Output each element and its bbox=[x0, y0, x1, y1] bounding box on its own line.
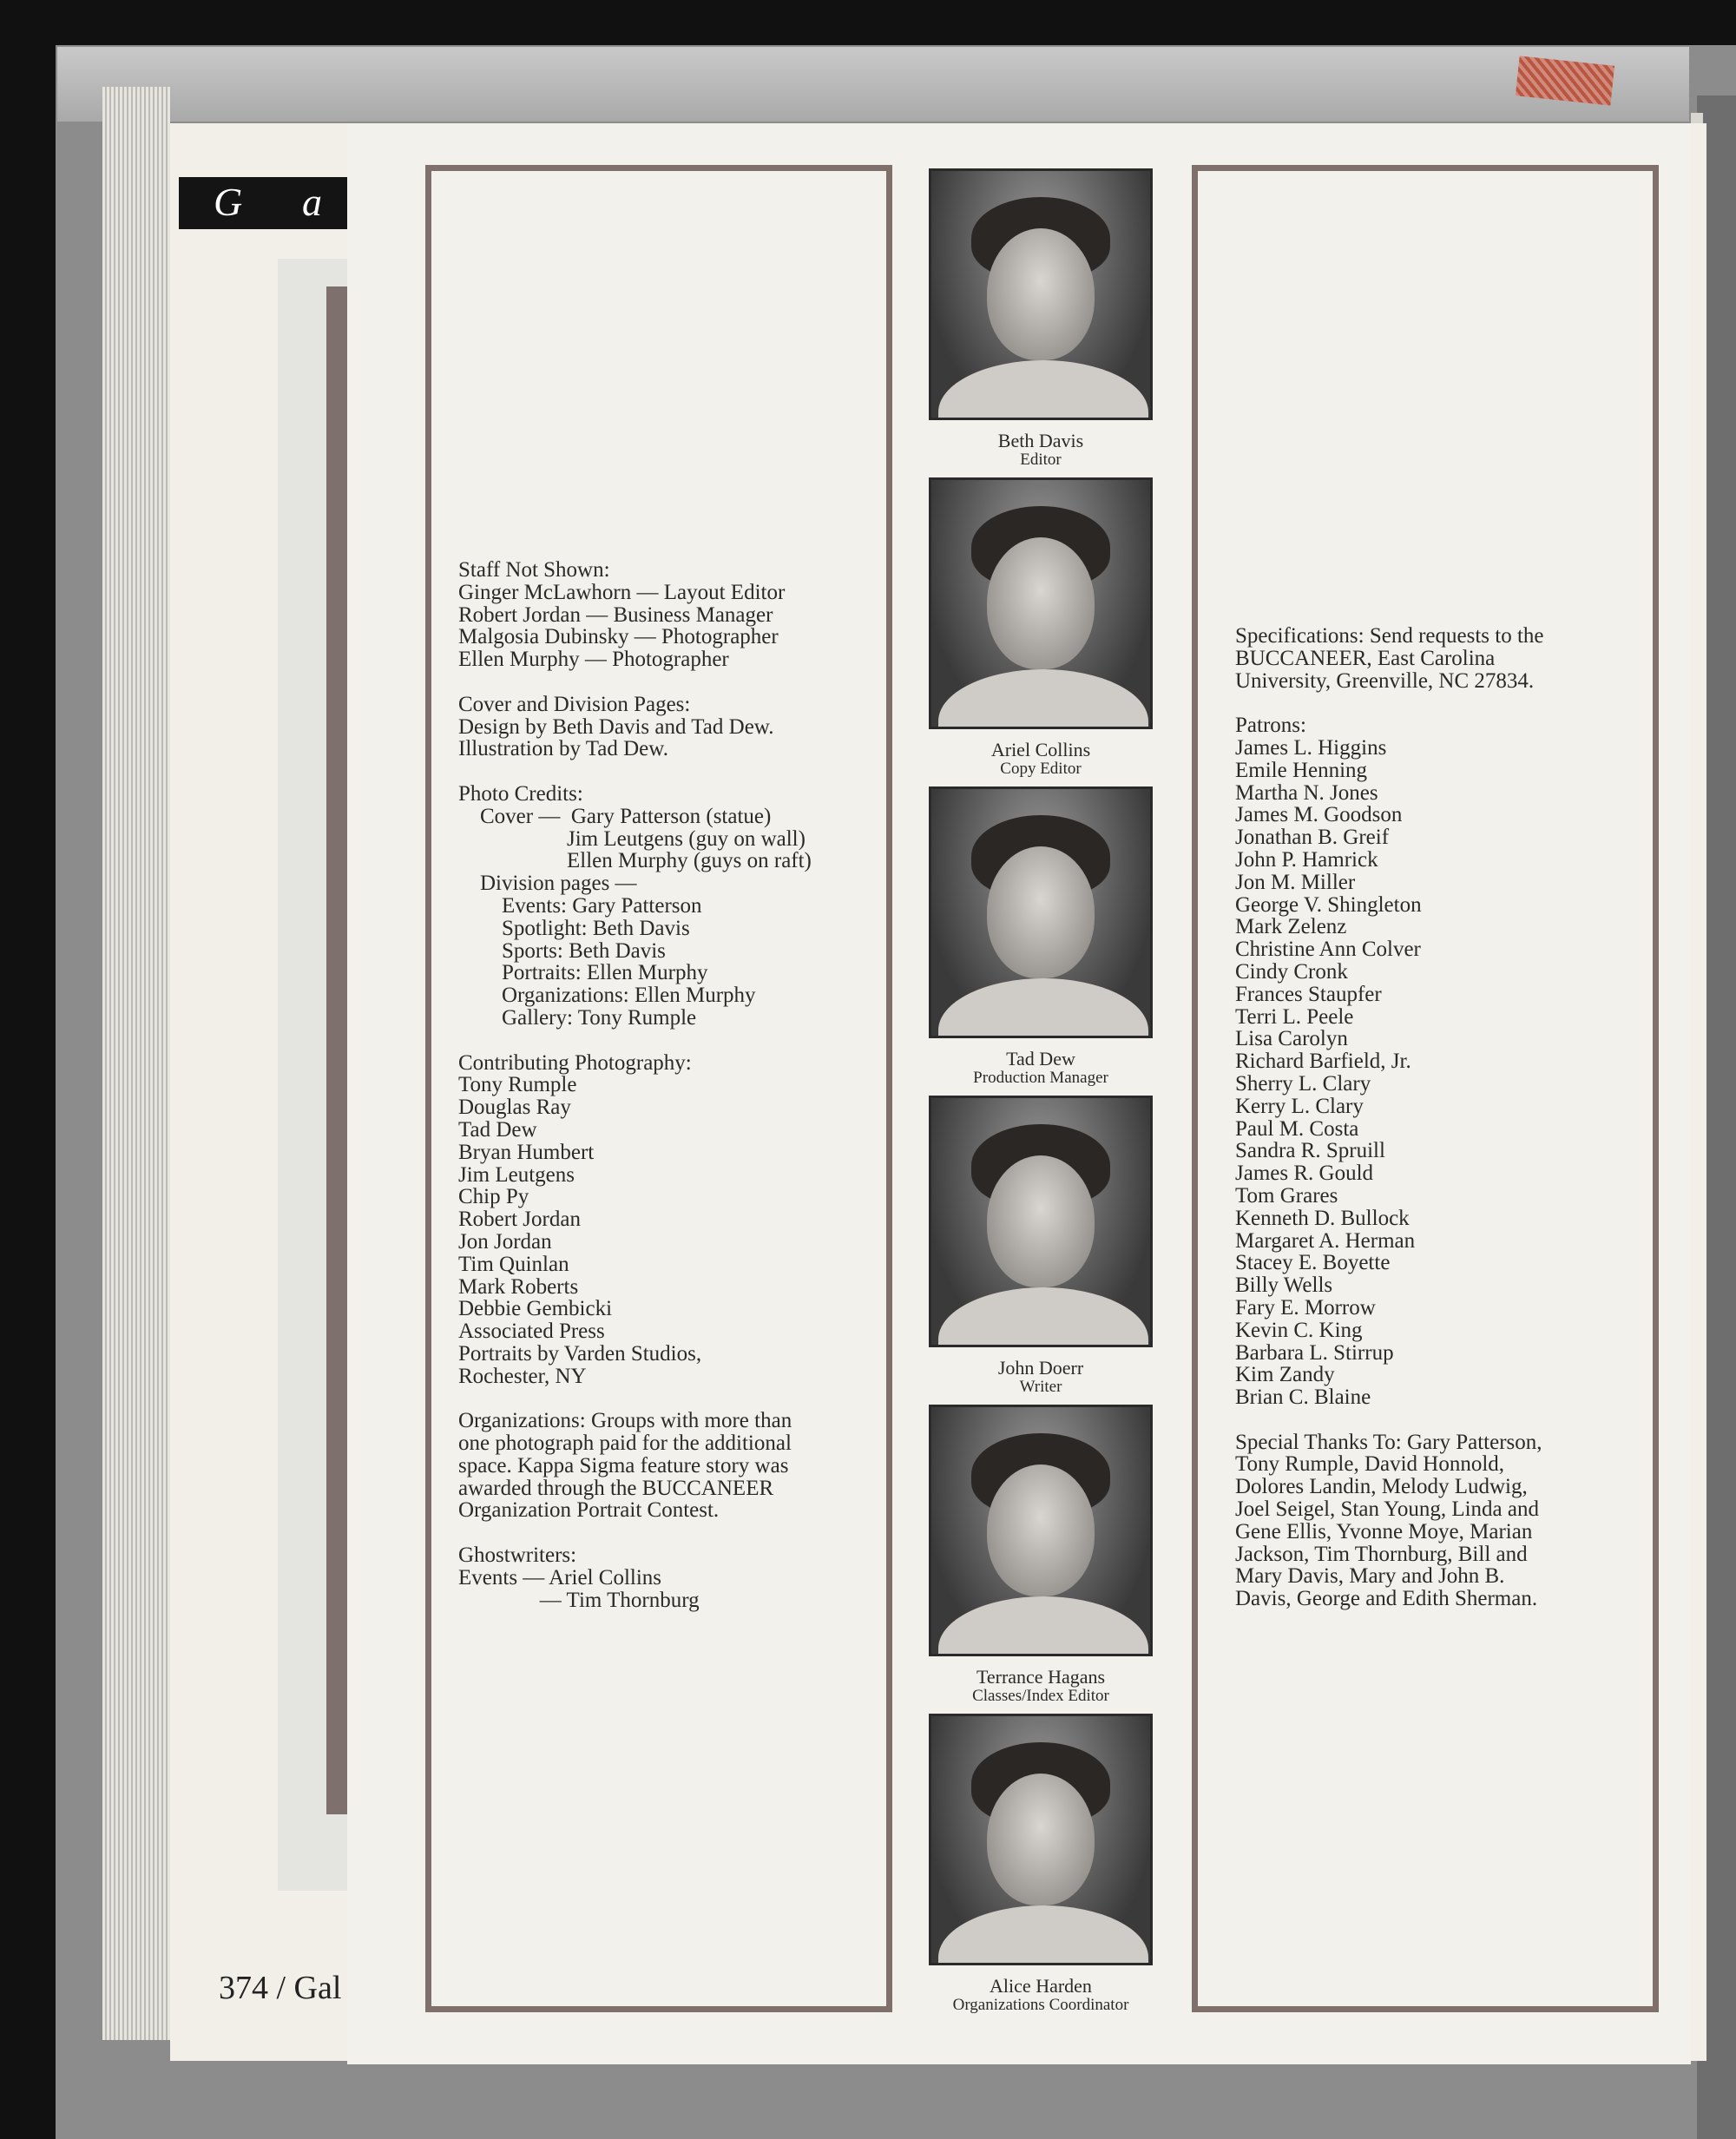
credit-line: Robert Jordan bbox=[458, 1208, 581, 1232]
credit-line: Organization Portrait Contest. bbox=[458, 1498, 720, 1523]
staff-name: Alice Harden bbox=[990, 1975, 1092, 1997]
patron-line: Mary Davis, Mary and John B. bbox=[1235, 1564, 1505, 1589]
patron-line: Kevin C. King bbox=[1235, 1318, 1363, 1342]
patron-line: Mark Zelenz bbox=[1235, 915, 1347, 939]
patrons-text bbox=[1235, 625, 1543, 1610]
patron-line: Kerry L. Clary bbox=[1235, 1094, 1364, 1118]
credit-line: Illustration by Tad Dew. bbox=[458, 737, 668, 761]
staff-name: Ariel Collins bbox=[990, 739, 1091, 760]
patron-line: Terri L. Peele bbox=[1235, 1004, 1354, 1029]
patron-line: Barbara L. Stirrup bbox=[1235, 1340, 1394, 1365]
page-edges bbox=[102, 87, 170, 2040]
staff-portrait-photo bbox=[929, 168, 1153, 420]
patron-line: Jon M. Miller bbox=[1235, 870, 1356, 894]
staff-portrait-photo bbox=[929, 786, 1153, 1038]
credit-line: Cover and Division Pages: bbox=[458, 692, 691, 716]
book-top-edge bbox=[57, 47, 1689, 122]
blank-line bbox=[458, 760, 812, 783]
credit-line: Sports: Beth Davis bbox=[458, 938, 666, 963]
credit-line: Ellen Murphy — Photographer bbox=[458, 648, 729, 672]
staff-role: Production Manager bbox=[973, 1069, 1108, 1087]
patron-line: Specifications: Send requests to the bbox=[1235, 624, 1544, 648]
credit-line: Tim Quinlan bbox=[458, 1252, 569, 1276]
credit-line: Photo Credits: bbox=[458, 781, 583, 806]
credit-line: Jim Leutgens bbox=[458, 1162, 575, 1187]
credit-line: Tony Rumple bbox=[458, 1073, 577, 1097]
patron-line: Joel Seigel, Stan Young, Linda and bbox=[1235, 1497, 1539, 1522]
staff-role: Writer bbox=[1019, 1378, 1062, 1396]
credit-line: one photograph paid for the additional bbox=[458, 1431, 792, 1456]
credit-line: Bryan Humbert bbox=[458, 1140, 595, 1164]
patron-line: Christine Ann Colver bbox=[1235, 938, 1421, 962]
credit-line: Robert Jordan — Business Manager bbox=[458, 602, 773, 627]
patron-line: John P. Hamrick bbox=[1235, 847, 1378, 872]
blank-line bbox=[1235, 692, 1543, 714]
credit-line: Mark Roberts bbox=[458, 1274, 579, 1299]
credit-line: Ellen Murphy (guys on raft) bbox=[458, 849, 812, 873]
patron-line: Sandra R. Spruill bbox=[1235, 1139, 1385, 1163]
patron-line: Gene Ellis, Yvonne Moye, Marian bbox=[1235, 1519, 1533, 1543]
credit-line: Spotlight: Beth Davis bbox=[458, 916, 690, 940]
credit-line: Chip Py bbox=[458, 1185, 529, 1209]
staff-role: Organizations Coordinator bbox=[952, 1996, 1129, 2014]
staff-portrait-photo bbox=[929, 1714, 1153, 1965]
patron-line: Lisa Carolyn bbox=[1235, 1027, 1348, 1051]
staff-portrait-photo bbox=[929, 477, 1153, 729]
patron-line: Richard Barfield, Jr. bbox=[1235, 1050, 1411, 1074]
credit-line: Design by Beth Davis and Tad Dew. bbox=[458, 714, 774, 739]
patron-line: Patrons: bbox=[1235, 714, 1306, 738]
page-number: 374 / Gal bbox=[219, 1970, 342, 2006]
blank-line bbox=[458, 1387, 812, 1410]
patron-line: Tony Rumple, David Honnold, bbox=[1235, 1452, 1505, 1477]
patron-line: Margaret A. Herman bbox=[1235, 1228, 1416, 1253]
patron-line: Kenneth D. Bullock bbox=[1235, 1206, 1410, 1230]
credit-line: — Tim Thornburg bbox=[458, 1588, 700, 1612]
patron-line: Stacey E. Boyette bbox=[1235, 1251, 1391, 1275]
credit-line: Organizations: Ellen Murphy bbox=[458, 984, 756, 1008]
staff-name: Tad Dew bbox=[1006, 1048, 1075, 1070]
credit-line: Rochester, NY bbox=[458, 1364, 587, 1388]
blank-line bbox=[458, 1030, 812, 1052]
patron-line: Kim Zandy bbox=[1235, 1363, 1335, 1387]
credit-line: Debbie Gembicki bbox=[458, 1297, 613, 1321]
patron-line: Jonathan B. Greif bbox=[1235, 826, 1390, 850]
staff-role: Editor bbox=[1020, 451, 1062, 469]
credit-line: awarded through the BUCCANEER bbox=[458, 1476, 774, 1500]
patron-line: Emile Henning bbox=[1235, 758, 1368, 782]
blank-line bbox=[458, 1522, 812, 1544]
credit-line: Jon Jordan bbox=[458, 1229, 552, 1254]
credit-line: Tad Dew bbox=[458, 1117, 537, 1142]
credit-line: Gallery: Tony Rumple bbox=[458, 1005, 697, 1030]
patron-line: Special Thanks To: Gary Patterson, bbox=[1235, 1430, 1542, 1454]
credit-line: Jim Leutgens (guy on wall) bbox=[458, 826, 806, 851]
patron-line: Tom Grares bbox=[1235, 1183, 1338, 1208]
credit-line: Ginger McLawhorn — Layout Editor bbox=[458, 580, 786, 604]
back-header-letter: G bbox=[214, 180, 243, 224]
patron-line: James L. Higgins bbox=[1235, 735, 1387, 760]
patron-line: Sherry L. Clary bbox=[1235, 1071, 1371, 1096]
staff-name: John Doerr bbox=[997, 1357, 1084, 1379]
back-page-header-bar bbox=[179, 177, 352, 229]
credit-line: Malgosia Dubinsky — Photographer bbox=[458, 625, 779, 649]
credit-line: Portraits: Ellen Murphy bbox=[458, 961, 708, 985]
credit-line: Portraits by Varden Studios, bbox=[458, 1341, 702, 1366]
patron-line: University, Greenville, NC 27834. bbox=[1235, 668, 1535, 693]
patron-line: Billy Wells bbox=[1235, 1274, 1333, 1298]
credit-line: Events: Gary Patterson bbox=[458, 893, 702, 918]
patron-line: Cindy Cronk bbox=[1235, 959, 1348, 984]
credit-line: Associated Press bbox=[458, 1320, 605, 1344]
staff-role: Classes/Index Editor bbox=[972, 1687, 1109, 1705]
patron-line: George V. Shingleton bbox=[1235, 892, 1422, 917]
patron-line: Davis, George and Edith Sherman. bbox=[1235, 1587, 1538, 1611]
credit-line: Ghostwriters: bbox=[458, 1543, 577, 1568]
credit-line: Division pages — bbox=[458, 872, 637, 896]
staff-credits-text bbox=[458, 559, 812, 1611]
patron-line: Jackson, Tim Thornburg, Bill and bbox=[1235, 1542, 1528, 1566]
staff-name: Beth Davis bbox=[997, 430, 1084, 451]
patron-line: James M. Goodson bbox=[1235, 803, 1403, 827]
credit-line: space. Kappa Sigma feature story was bbox=[458, 1453, 789, 1478]
staff-role: Copy Editor bbox=[1000, 760, 1082, 778]
patron-line: Dolores Landin, Melody Ludwig, bbox=[1235, 1475, 1528, 1499]
credit-line: Events — Ariel Collins bbox=[458, 1565, 662, 1589]
blank-line bbox=[1235, 1409, 1543, 1431]
blank-line bbox=[458, 671, 812, 694]
credit-line: Contributing Photography: bbox=[458, 1050, 692, 1075]
credit-line: Staff Not Shown: bbox=[458, 558, 610, 582]
staff-portrait-photo bbox=[929, 1405, 1153, 1656]
patron-line: Martha N. Jones bbox=[1235, 780, 1378, 805]
patron-line: Frances Staupfer bbox=[1235, 982, 1382, 1006]
patron-line: Brian C. Blaine bbox=[1235, 1385, 1371, 1410]
staff-portrait-photo bbox=[929, 1096, 1153, 1347]
credit-line: Organizations: Groups with more than bbox=[458, 1409, 792, 1433]
patron-line: Fary E. Morrow bbox=[1235, 1295, 1376, 1320]
patron-line: Paul M. Costa bbox=[1235, 1116, 1359, 1141]
credit-line: Douglas Ray bbox=[458, 1096, 571, 1120]
back-header-letter: a bbox=[302, 180, 322, 224]
credit-line: Cover — Gary Patterson (statue) bbox=[458, 804, 772, 828]
patron-line: BUCCANEER, East Carolina bbox=[1235, 646, 1496, 670]
patron-line: James R. Gould bbox=[1235, 1162, 1374, 1186]
staff-name: Terrance Hagans bbox=[976, 1666, 1106, 1688]
